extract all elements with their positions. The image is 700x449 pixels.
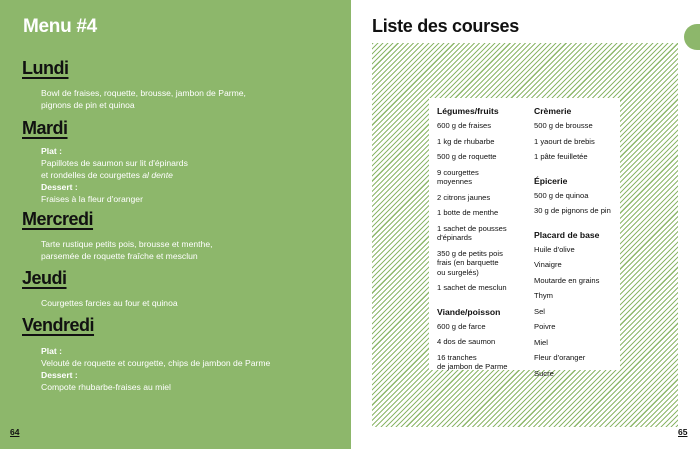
shopping-item: Moutarde en grains bbox=[534, 275, 600, 285]
day-heading-jeudi: Jeudi bbox=[22, 268, 67, 288]
shopping-item: 500 g de roquette bbox=[437, 152, 497, 161]
category-heading: Crèmerie bbox=[534, 106, 572, 116]
day-heading-mardi: Mardi bbox=[22, 118, 68, 138]
shopping-item: 1 sachet de mesclun bbox=[437, 283, 507, 292]
shopping-item: Sel bbox=[534, 306, 545, 316]
shopping-item: Huile d'olive bbox=[534, 244, 575, 254]
meal-line bbox=[41, 169, 188, 181]
shopping-item: 9 courgettes moyennes bbox=[437, 167, 479, 186]
shopping-item: 350 g de petits pois frais (en barquette ou surgelés) bbox=[437, 248, 503, 277]
day-body-lundi bbox=[41, 87, 246, 111]
meal-line: parsemée de roquette fraîche et mesclun bbox=[41, 251, 198, 261]
category-heading: Légumes/fruits bbox=[437, 106, 499, 116]
shopping-item: 1 yaourt de brebis bbox=[534, 136, 595, 146]
day-heading-mercredi: Mercredi bbox=[22, 209, 94, 229]
day-heading-vendredi: Vendredi bbox=[22, 315, 95, 335]
day-body-mercredi bbox=[41, 238, 213, 262]
page-number-right: 65 bbox=[678, 427, 688, 437]
meal-text: et rondelles de courgettes bbox=[41, 170, 143, 180]
day-heading-lundi: Lundi bbox=[22, 58, 69, 78]
meal-line: Fraises à la fleur d'oranger bbox=[41, 194, 143, 204]
page-number-left: 64 bbox=[10, 427, 20, 437]
meal-line: Tarte rustique petits pois, brousse et menthe, bbox=[41, 239, 213, 249]
day-body-mardi bbox=[41, 145, 188, 205]
day-body-vendredi bbox=[41, 345, 270, 393]
meal-line: Bowl de fraises, roquette, brousse, jambon de Parme, bbox=[41, 88, 246, 98]
shopping-item: Sucre bbox=[534, 368, 554, 378]
shopping-item: 1 botte de menthe bbox=[437, 208, 499, 217]
shopping-list-card bbox=[429, 98, 620, 378]
shopping-column-left bbox=[437, 106, 523, 378]
dessert-label: Dessert : bbox=[41, 182, 78, 192]
shopping-item: Miel bbox=[534, 337, 548, 347]
day-body-jeudi bbox=[41, 297, 178, 309]
shopping-item: Fleur d'oranger bbox=[534, 353, 586, 362]
shopping-item: 30 g de pignons de pin bbox=[534, 206, 611, 215]
plat-label: Plat : bbox=[41, 346, 63, 356]
shopping-item: 600 g de farce bbox=[437, 321, 486, 331]
shopping-item: 4 dos de saumon bbox=[437, 337, 496, 346]
shopping-column-right bbox=[534, 106, 620, 384]
shopping-item: 600 g de fraises bbox=[437, 121, 492, 130]
shopping-item: 1 sachet de pousses d'épinards bbox=[437, 223, 507, 242]
meal-line: Courgettes farcies au four et quinoa bbox=[41, 298, 178, 308]
shopping-item: Vinaigre bbox=[534, 260, 562, 269]
shopping-item: 16 tranches de jambon de Parme bbox=[437, 352, 508, 371]
shopping-item: 2 citrons jaunes bbox=[437, 192, 491, 202]
meal-line: Velouté de roquette et courgette, chips de jambon de Parme bbox=[41, 358, 271, 368]
shopping-list-title: Liste des courses bbox=[372, 16, 519, 36]
category-heading: Épicerie bbox=[534, 175, 568, 186]
category-heading: Placard de base bbox=[534, 229, 600, 240]
shopping-item: 1 pâte feuilletée bbox=[534, 152, 588, 161]
shopping-item: 500 g de quinoa bbox=[534, 190, 589, 200]
meal-line: Compote rhubarbe-fraises au miel bbox=[41, 382, 171, 392]
shopping-item: 500 g de brousse bbox=[534, 121, 593, 130]
shopping-item: Thym bbox=[534, 291, 553, 300]
category-heading: Viande/poisson bbox=[437, 306, 501, 317]
plat-label: Plat : bbox=[41, 146, 63, 156]
shopping-item: 1 kg de rhubarbe bbox=[437, 136, 495, 146]
shopping-item: Poivre bbox=[534, 322, 556, 331]
dessert-label: Dessert : bbox=[41, 370, 78, 380]
menu-title: Menu #4 bbox=[23, 16, 97, 37]
meal-line: pignons de pin et quinoa bbox=[41, 100, 135, 110]
meal-line: Papillotes de saumon sur lit d'épinards bbox=[41, 158, 188, 168]
meal-text-italic: al dente bbox=[142, 170, 173, 180]
